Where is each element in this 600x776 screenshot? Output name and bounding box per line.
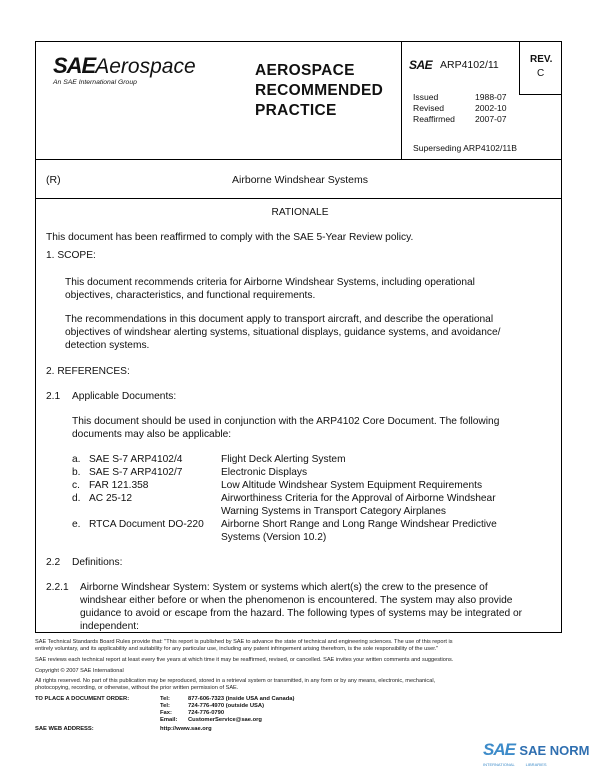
footer-rules-line1: SAE Technical Standards Board Rules provide that: "This report is published by SAE to advance the state of technical and engineering sciences. The use of this report is [35,639,453,645]
scope-para2-line3: detection systems. [65,340,150,351]
issued-label: Issued [413,92,439,102]
contact-email-value: CustomerService@sae.org [188,717,262,723]
header-vertical-divider [401,41,402,159]
ref-item-b-desc: Electronic Displays [221,467,308,478]
section-2-1-number: 2.1 [46,391,61,402]
footer-order-label: TO PLACE A DOCUMENT ORDER: [35,696,130,702]
logo-tagline: An SAE International Group [53,79,137,86]
logo-aerospace-text: Aerospace [95,55,196,78]
rev-box-left [519,41,520,94]
stamp-sae-logo: SAE [483,740,515,759]
ref-item-e-desc-line2: Systems (Version 10.2) [221,532,327,543]
ref-item-d-letter: d. [72,493,81,504]
doc-type-line1: AEROSPACE [255,62,355,79]
doc-type-line3: PRACTICE [255,102,337,119]
footer-rights-line2: photocopying, recording, or otherwise, without the prior written permission of SAE. [35,685,239,691]
rev-box-bottom [519,94,562,95]
footer-rules-line2: entirely voluntary, and its applicability and suitability for any particular use, including any patent infringement arising therefrom, is the sole responsibility of the user." [35,646,439,652]
contact-email-label: Email: [160,717,178,723]
footer-review: SAE reviews each technical report at least every five years at which time it may be reaffirmed, revised, or cancelled. SAE invites your written comments and suggestions. [35,657,454,663]
issued-value: 1988-07 [475,92,507,102]
ref-item-e-letter: e. [72,519,81,530]
scope-para2-line2: objectives of windshear alerting systems, situational displays, guidance systems, and avoidance/ [65,327,501,338]
ref-item-d-doc: AC 25-12 [89,493,133,504]
ref-item-b-doc: SAE S-7 ARP4102/7 [89,467,183,478]
section-2-2-1-line4: independent: [80,621,139,632]
contact-tel1-value: 877-606-7323 (inside USA and Canada) [188,696,295,702]
reaffirmed-value: 2007-07 [475,114,507,124]
rationale-heading: RATIONALE [271,207,329,218]
stamp-norm-text: SAE NORM [519,743,590,758]
doc-number: ARP4102/11 [440,59,499,71]
ref-item-c-desc: Low Altitude Windshear System Equipment Requirements [221,480,483,491]
stamp-subtext: INTERNATIONAL LIBRARIES [483,762,547,767]
rationale-text: This document has been reaffirmed to comply with the SAE 5-Year Review policy. [46,232,414,243]
contact-tel2-label: Tel: [160,703,170,709]
ref-item-a-desc: Flight Deck Alerting System [221,454,346,465]
contact-fax-value: 724-776-0790 [188,710,225,716]
revised-label: Revised [413,103,445,113]
sae-mark: SAE [409,58,433,72]
footer-web-label: SAE WEB ADDRESS: [35,726,94,732]
references-intro-line2: documents may also be applicable: [72,429,232,440]
logo-sae-text: SAE [53,53,96,78]
footer-web-value: http://www.sae.org [160,726,212,732]
ref-item-c-letter: c. [72,480,80,491]
contact-fax-label: Fax: [160,710,172,716]
section-2-2-1-line3: guidance to avoid or escape from the hazard. The following types of systems may be integrated or [80,608,523,619]
rev-value: C [537,68,545,79]
section-2-2-title: Definitions: [72,557,123,568]
sae-norm-stamp [483,740,589,760]
footer-rights-line1: All rights reserved. No part of this publication may be reproduced, stored in a retrieval system or transmitted, in any form or by any means, electronic, mechanical, [35,678,436,684]
ref-item-d-desc-line2: Warning Systems in Transport Category Airplanes [221,506,446,517]
footer-copyright: Copyright © 2007 SAE International [35,668,124,674]
document-title: Airborne Windshear Systems [232,174,368,186]
ref-item-c-doc: FAR 121.358 [89,480,149,491]
sae-aerospace-logo [53,53,196,79]
scope-heading: 1. SCOPE: [46,250,96,261]
scope-para1-line1: This document recommends criteria for Airborne Windshear Systems, including operational [65,277,475,288]
ref-item-e-doc: RTCA Document DO-220 [89,519,204,530]
revised-value: 2002-10 [475,103,507,113]
section-2-2-1-number: 2.2.1 [46,582,69,593]
ref-item-a-letter: a. [72,454,81,465]
header-divider [35,159,562,160]
reaffirmed-label: Reaffirmed [413,114,455,124]
ref-item-a-doc: SAE S-7 ARP4102/4 [89,454,183,465]
scope-para1-line2: objectives, characteristics, and functional requirements. [65,290,316,301]
contact-tel1-label: Tel: [160,696,170,702]
rev-label: REV. [530,54,553,65]
superseding: Superseding ARP4102/11B [413,143,517,153]
contact-tel2-value: 724-776-4970 (outside USA) [188,703,265,709]
revision-marker: (R) [46,174,61,186]
scope-para2-line1: The recommendations in this document apply to transport aircraft, and describe the operational [65,314,494,325]
section-2-1-title: Applicable Documents: [72,391,177,402]
section-2-2-1-line1: Airborne Windshear System: System or systems which alert(s) the crew to the presence of [80,582,488,593]
references-intro-line1: This document should be used in conjunction with the ARP4102 Core Document. The following [72,416,500,427]
ref-item-d-desc-line1: Airworthiness Criteria for the Approval of Airborne Windshear [221,493,496,504]
section-2-2-number: 2.2 [46,557,61,568]
doc-type-line2: RECOMMENDED [255,82,384,99]
references-heading: 2. REFERENCES: [46,366,130,377]
section-2-2-1-line2: windshear either before or when the phenomenon is encountered. The system may also provide [80,595,513,606]
ref-item-b-letter: b. [72,467,81,478]
ref-item-e-desc-line1: Airborne Short Range and Long Range Windshear Predictive [221,519,497,530]
title-divider [35,198,562,199]
